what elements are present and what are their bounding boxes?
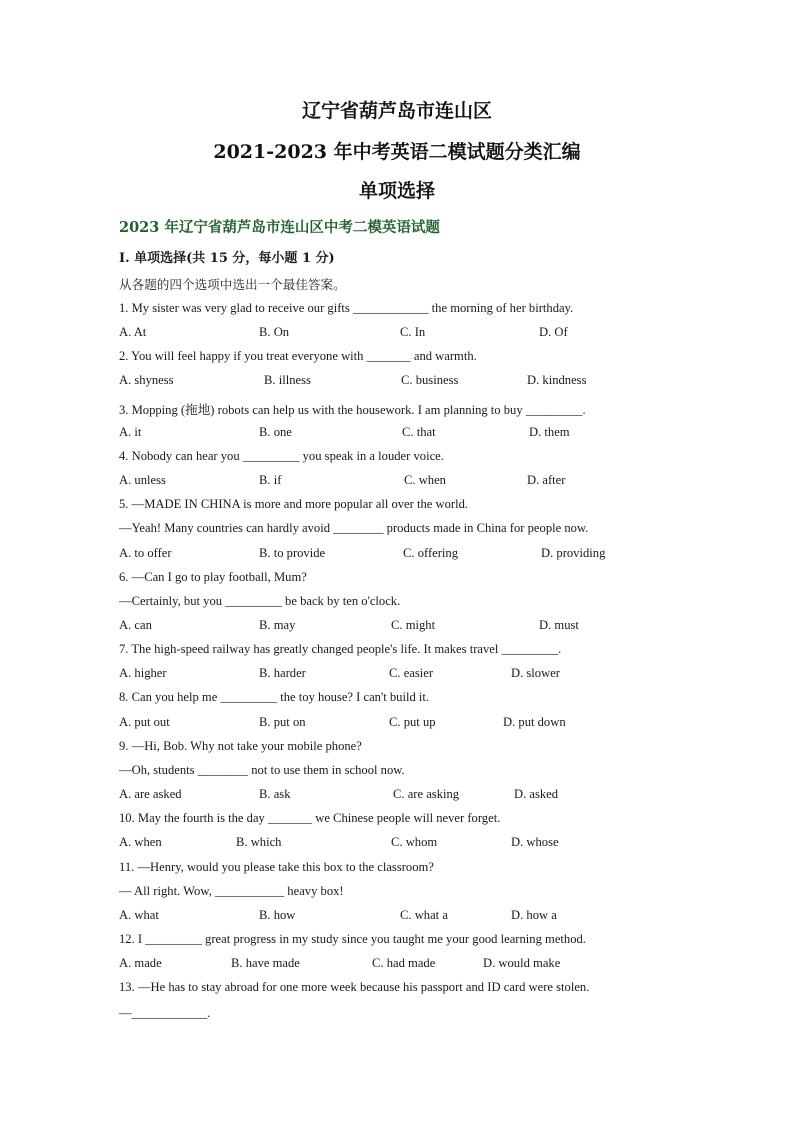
answer-option: A. unless <box>119 473 166 487</box>
answer-option: B. how <box>259 908 296 922</box>
question-dialogue-line: —Certainly, but you _________ be back by ten o'clock. <box>119 594 401 608</box>
document-title-topic: 单项选择 <box>358 180 435 202</box>
answer-option: B. have made <box>231 956 300 970</box>
question-dialogue-line: — All right. Wow, ___________ heavy box! <box>119 884 344 898</box>
answer-option: D. asked <box>514 787 559 801</box>
answer-option: D. would make <box>483 956 561 970</box>
question-stem: 8. Can you help me _________ the toy house? I can't build it. <box>119 690 430 704</box>
answer-option: B. On <box>259 325 290 339</box>
document-title-collection: 2021-2023 年中考英语二模试题分类汇编 <box>213 141 581 163</box>
answer-option: B. which <box>236 835 282 849</box>
instruction-text: 从各题的四个选项中选出一个最佳答案。 <box>119 278 346 292</box>
question-dialogue-line: —Oh, students ________ not to use them in school now. <box>119 763 405 777</box>
document-title-region: 辽宁省葫芦岛市连山区 <box>301 100 492 122</box>
question-stem: 5. —MADE IN CHINA is more and more popular all over the world. <box>119 497 469 511</box>
question-stem: 1. My sister was very glad to receive our gifts ____________ the morning of her birthday. <box>119 301 574 315</box>
answer-option: D. how a <box>511 908 557 922</box>
answer-option: A. made <box>119 956 162 970</box>
answer-option: A. it <box>119 425 142 439</box>
answer-option: D. kindness <box>527 373 587 387</box>
answer-option: D. must <box>539 618 579 632</box>
answer-option: C. offering <box>403 546 459 560</box>
question-stem: 12. I _________ great progress in my study since you taught me your good learning method. <box>119 932 586 946</box>
question-stem: 6. —Can I go to play football, Mum? <box>119 570 307 584</box>
answer-option: C. put up <box>389 715 436 729</box>
answer-option: A. At <box>119 325 147 339</box>
question-stem: 11. —Henry, would you please take this box to the classroom? <box>119 860 434 874</box>
question-stem: 9. —Hi, Bob. Why not take your mobile phone? <box>119 739 362 753</box>
answer-option: A. are asked <box>119 787 182 801</box>
answer-option: C. that <box>402 425 436 439</box>
answer-option: B. to provide <box>259 546 326 560</box>
answer-option: A. can <box>119 618 152 632</box>
answer-option: B. if <box>259 473 282 487</box>
question-stem: 2. You will feel happy if you treat everyone with _______ and warmth. <box>119 349 477 363</box>
question-stem: 7. The high-speed railway has greatly changed people's life. It makes travel _________. <box>119 642 562 656</box>
question-stem: 4. Nobody can hear you _________ you speak in a louder voice. <box>119 449 444 463</box>
answer-option: A. put out <box>119 715 170 729</box>
answer-option: D. Of <box>539 325 568 339</box>
answer-option: C. business <box>401 373 459 387</box>
answer-option: C. In <box>400 325 426 339</box>
question-dialogue-line: —Yeah! Many countries can hardly avoid ________ products made in China for people now. <box>119 521 589 535</box>
question-stem: 10. May the fourth is the day _______ we Chinese people will never forget. <box>119 811 501 825</box>
answer-option: B. ask <box>259 787 291 801</box>
question-stem: 3. Mopping (拖地) robots can help us with the housework. I am planning to buy _________. <box>119 403 586 417</box>
answer-option: B. harder <box>259 666 306 680</box>
answer-option: A. what <box>119 908 159 922</box>
question-stem: 13. —He has to stay abroad for one more week because his passport and ID card were stolen. <box>119 980 590 994</box>
answer-option: C. had made <box>372 956 436 970</box>
answer-option: C. are asking <box>393 787 460 801</box>
answer-option: C. whom <box>391 835 438 849</box>
answer-option: D. them <box>529 425 570 439</box>
answer-option: B. put on <box>259 715 306 729</box>
answer-option: A. higher <box>119 666 167 680</box>
part-title: I. 单项选择(共 15 分，每小题 1 分) <box>119 251 335 266</box>
question-dialogue-line: —____________. <box>119 1006 211 1020</box>
answer-option: B. one <box>259 425 292 439</box>
answer-option: C. might <box>391 618 436 632</box>
answer-option: D. providing <box>541 546 606 560</box>
answer-option: C. what a <box>400 908 448 922</box>
answer-option: A. when <box>119 835 162 849</box>
answer-option: C. when <box>404 473 446 487</box>
answer-option: B. may <box>259 618 296 632</box>
answer-option: C. easier <box>389 666 434 680</box>
answer-option: A. shyness <box>119 373 174 387</box>
answer-option: D. put down <box>503 715 566 729</box>
answer-option: D. whose <box>511 835 559 849</box>
answer-option: D. slower <box>511 666 560 680</box>
section-title: 2023 年辽宁省葫芦岛市连山区中考二模英语试题 <box>119 219 440 236</box>
answer-option: B. illness <box>264 373 311 387</box>
answer-option: D. after <box>527 473 566 487</box>
answer-option: A. to offer <box>119 546 172 560</box>
